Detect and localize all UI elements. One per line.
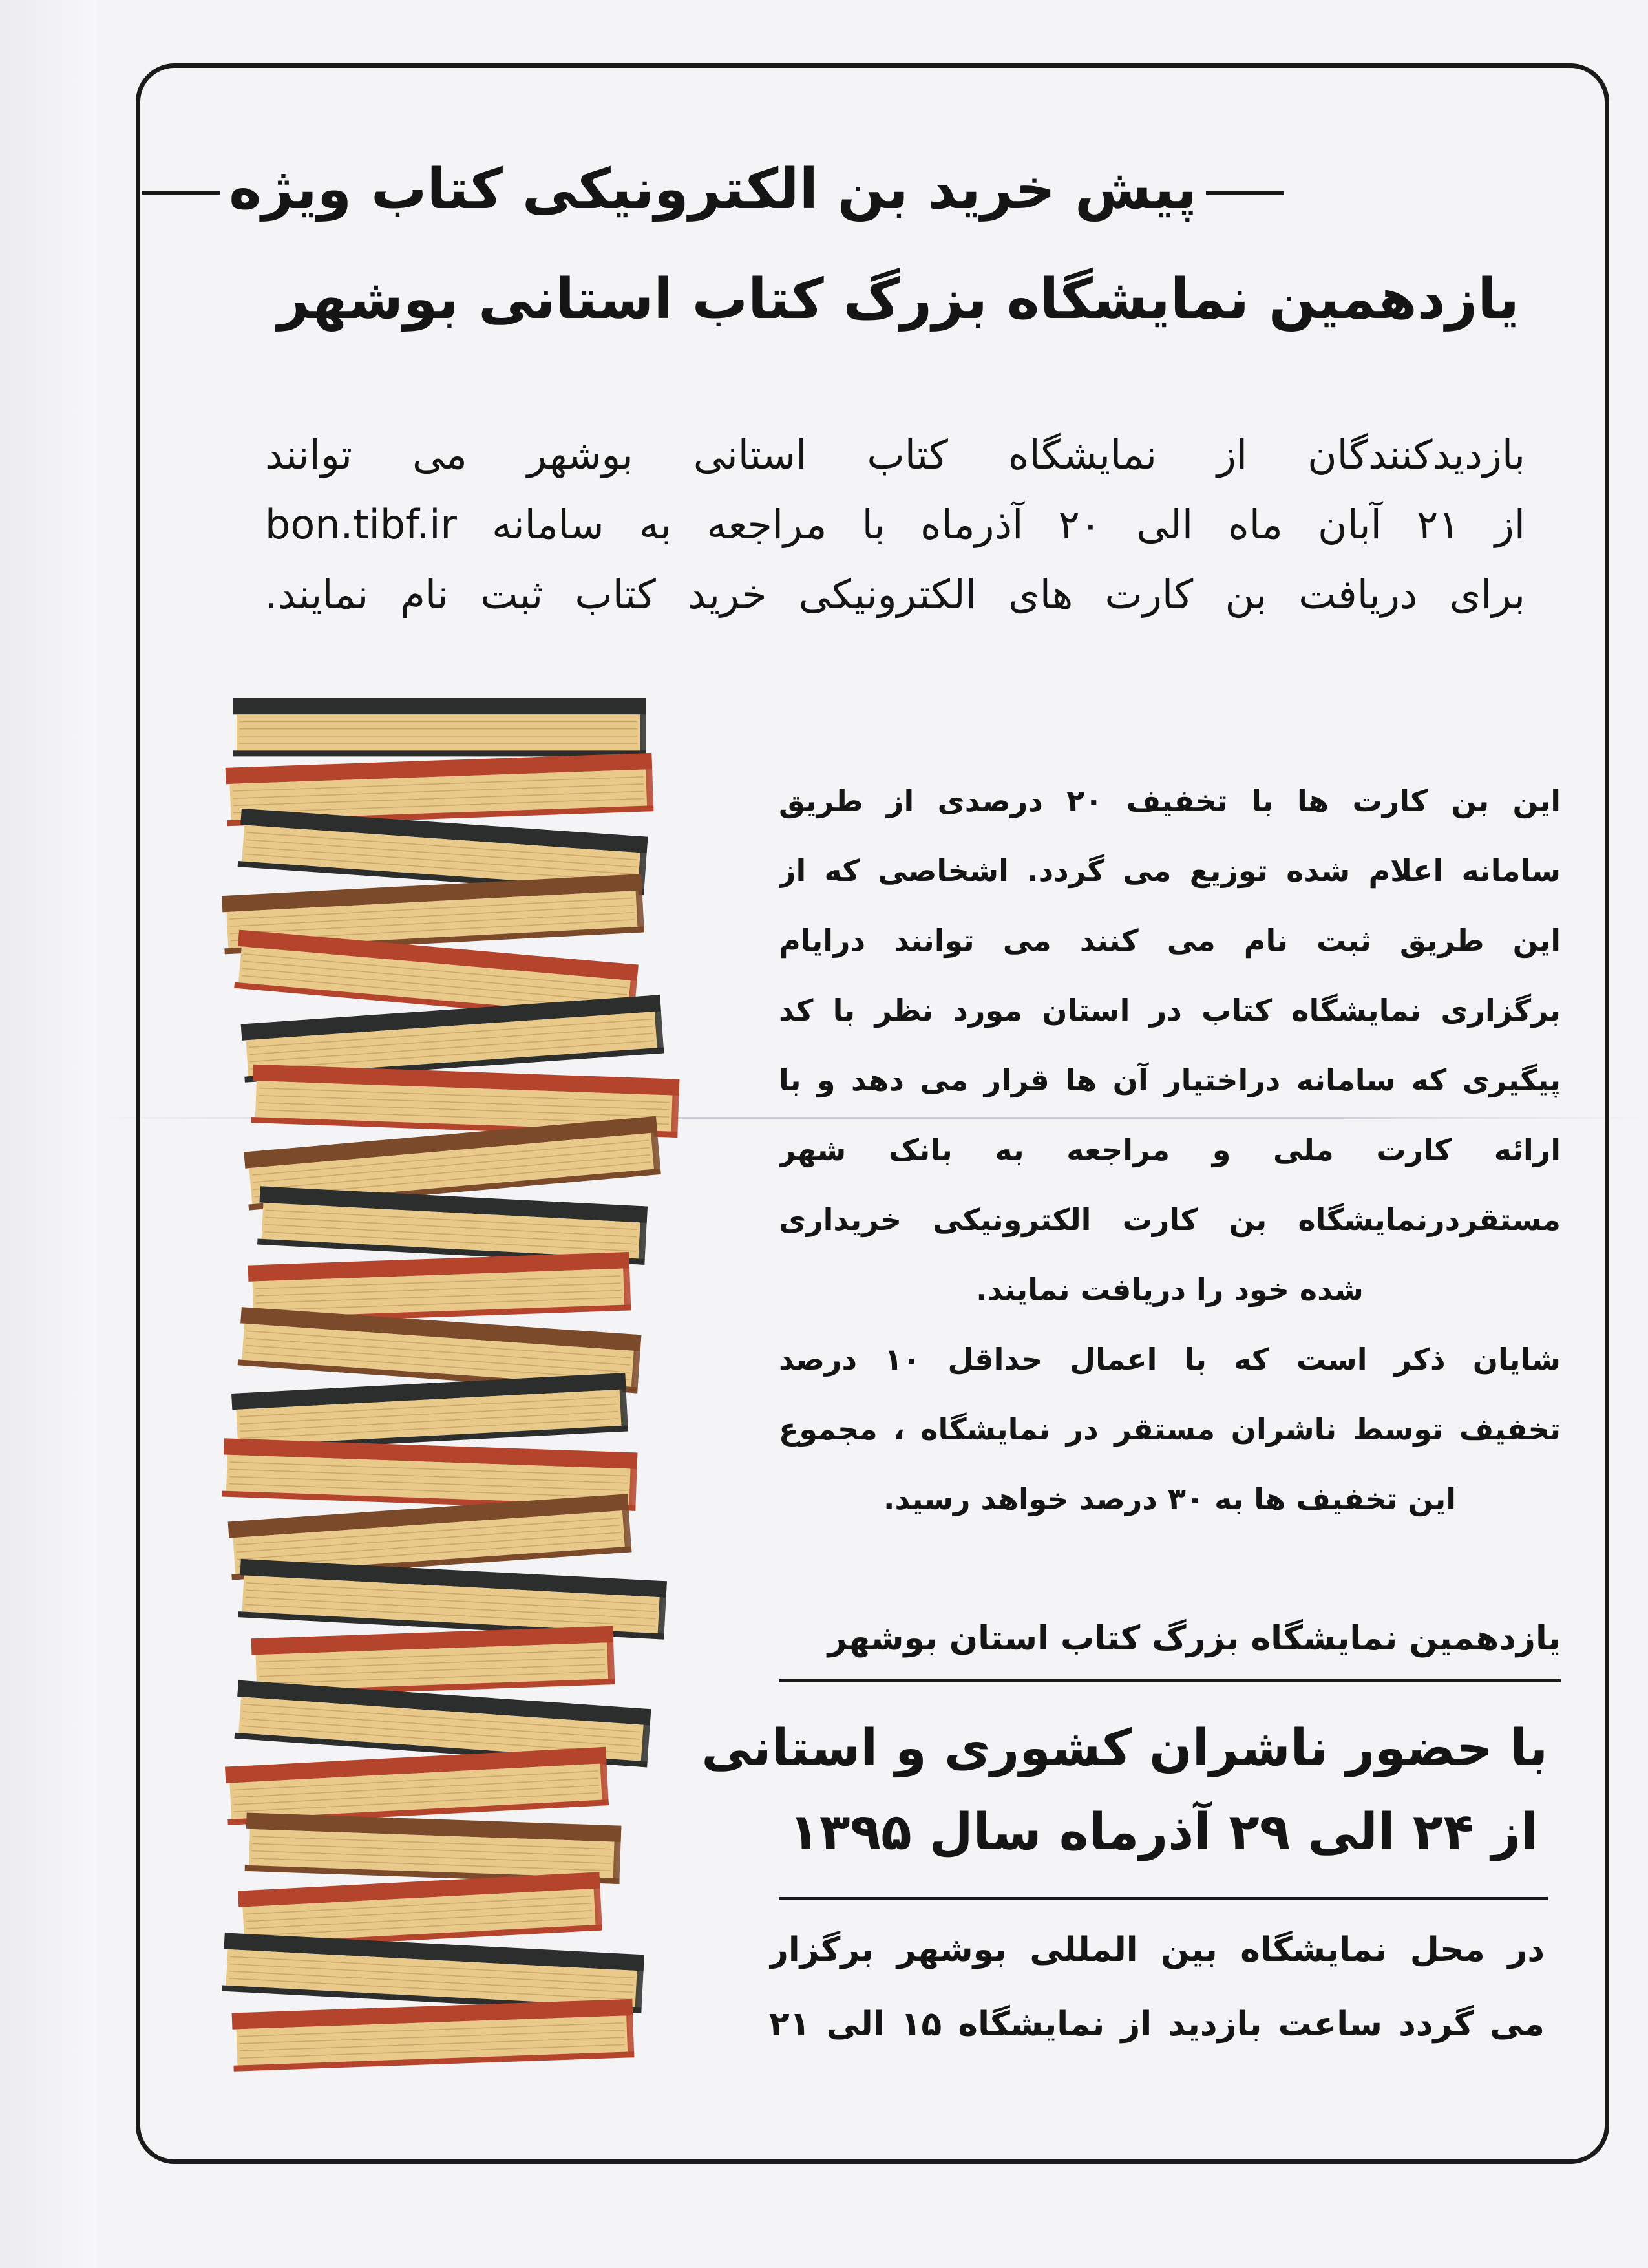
book-12 <box>231 1373 628 1452</box>
intro-line: از ۲۱ آبان ماه الی ۲۰ آذرماه با مراجعه به سامانه bon.tibf.ir <box>265 501 1525 548</box>
intro-line: بازدیدکنندگان از نمایشگاه کتاب استانی بوشهر می توانند <box>265 431 1525 478</box>
body-line: این بن کارت ها با تخفیف ۲۰ درصدی از طریق <box>779 783 1561 818</box>
body-line: برگزاری نمایشگاه کتاب در استان مورد نظر با کد <box>779 993 1561 1028</box>
body-line: این طریق ثبت نام می کنند می توانند درایام <box>779 923 1561 958</box>
venue-line: می گردد ساعت بازدید از نمایشگاه ۱۵ الی ۲۱ <box>769 2005 1545 2044</box>
body-line: شده خود را دریافت نمایند. <box>976 1272 1364 1307</box>
body-line: مستقردرنمایشگاه بن کارت الکترونیکی خریداری <box>779 1202 1561 1237</box>
body-line: تخفیف توسط ناشران مستقر در نمایشگاه ، مجموع <box>779 1412 1561 1447</box>
body-line: ارائه کارت ملی و مراجعه به بانک شهر <box>779 1132 1561 1167</box>
intro-line: برای دریافت بن کارت های الکترونیکی خرید کتاب ثبت نام نمایند. <box>265 571 1525 618</box>
scan-edge <box>0 0 97 2268</box>
heading-dash-right <box>1206 191 1284 195</box>
event-venue <box>769 1913 1545 2062</box>
divider-rule <box>779 1679 1561 1682</box>
book-stack-illustration <box>220 685 711 2081</box>
heading-dash-left <box>142 191 220 195</box>
body-paragraph <box>779 766 1561 1534</box>
book-19 <box>245 1812 622 1884</box>
body-line: سامانه اعلام شده توزیع می گردد. اشخاصی که از <box>779 853 1561 888</box>
book-9 <box>257 1186 648 1265</box>
body-line: شایان ذکر است که با اعمال حداقل ۱۰ درصد <box>779 1342 1561 1377</box>
event-presence: با حضور ناشران کشوری و استانی <box>701 1719 1548 1777</box>
venue-line: در محل نمایشگاه بین المللی بوشهر برگزار <box>769 1931 1545 1969</box>
divider-rule <box>779 1897 1548 1900</box>
poster-heading-primary <box>229 157 1293 222</box>
book-18 <box>225 1747 609 1825</box>
event-dates: از ۲۴ الی ۲۹ آذرماه سال ۱۳۹۵ <box>788 1803 1538 1861</box>
event-title: یازدهمین نمایشگاه بزرگ کتاب استان بوشهر <box>827 1619 1561 1658</box>
poster-heading-secondary: یازدهمین نمایشگاه بزرگ کتاب استانی بوشهر <box>277 267 1519 332</box>
book-1 <box>233 698 646 756</box>
heading-line-1: پیش خرید بن الکترونیکی کتاب ویژه <box>229 157 1197 222</box>
intro-paragraph <box>265 420 1525 630</box>
book-22 <box>232 1999 635 2072</box>
body-line: پیگیری که سامانه دراختیار آن ها قرار می دهد و با <box>779 1063 1561 1097</box>
body-line: این تخفیف ها به ۳۰ درصد خواهد رسید. <box>883 1481 1456 1516</box>
